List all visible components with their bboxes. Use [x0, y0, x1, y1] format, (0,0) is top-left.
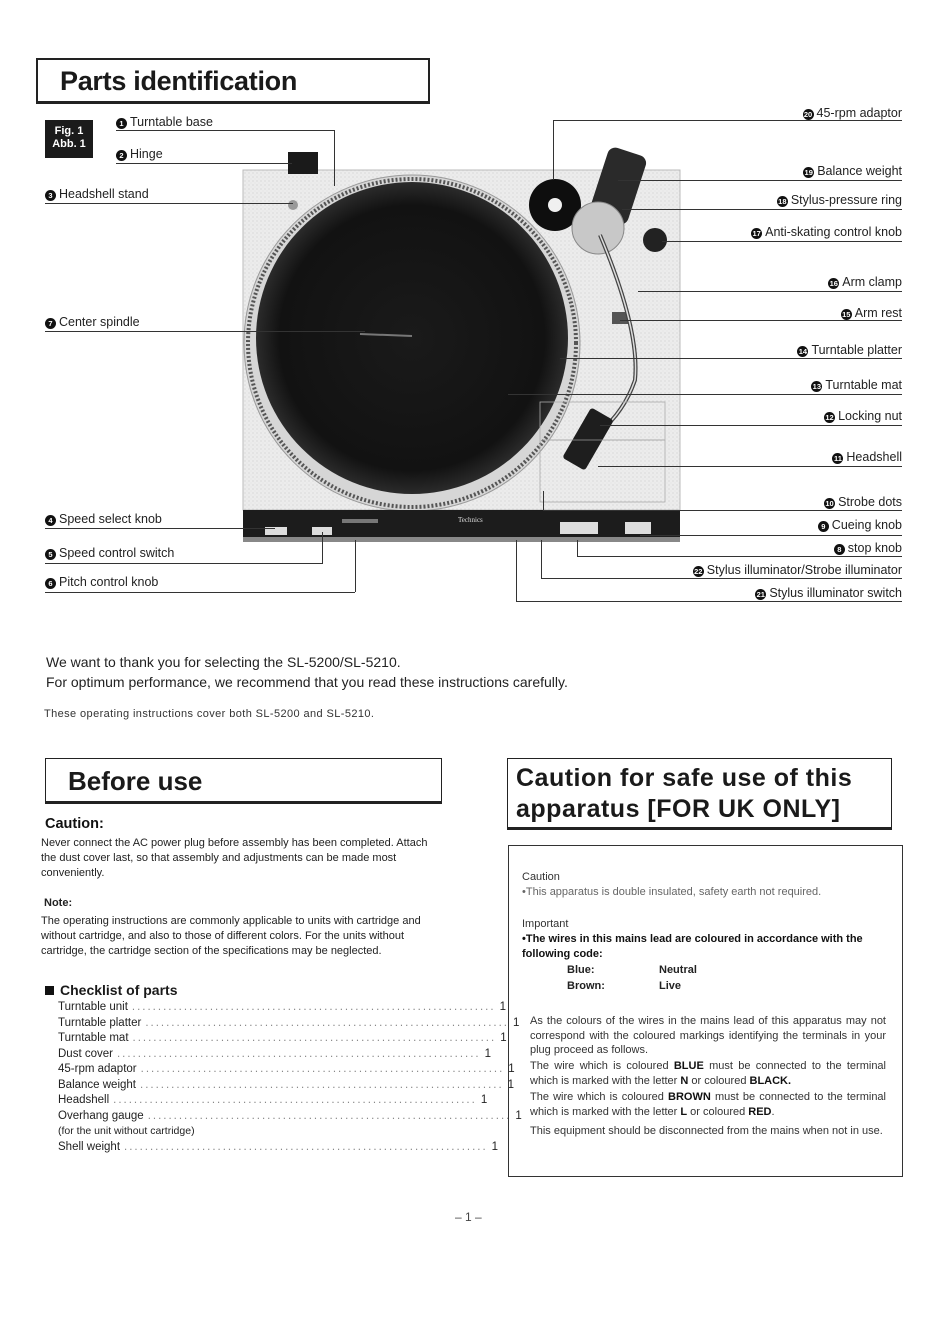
checklist-item: Turntable platter ...................................................................... 1 [58, 1016, 520, 1029]
figure-badge-de: Abb. 1 [52, 138, 86, 150]
turntable-illustration [0, 0, 950, 620]
callout-stylus-pressure-ring: 18 Stylus-pressure ring [778, 193, 902, 207]
checklist-item: (for the unit without cartridge) [58, 1125, 195, 1137]
callout-anti-skating-knob: 17 Anti-skating control knob [752, 225, 902, 239]
checklist-item: Turntable unit ...................................................................... 1 [58, 1001, 506, 1013]
callout-headshell: 11 Headshell [833, 450, 902, 464]
checklist-item: Headshell ...................................................................... 1 [58, 1094, 488, 1106]
uk-caution-text: •This apparatus is double insulated, safety earth not required. [522, 886, 822, 898]
callout-strobe-dots: 10 Strobe dots [825, 495, 902, 509]
brand-text: Technics [458, 516, 483, 524]
callout-stylus-illuminator-switch: 21 Stylus illuminator switch [756, 586, 902, 600]
callout-turntable-mat: 13 Turntable mat [812, 378, 902, 392]
checklist-item: 45-rpm adaptor ...................................................................... 1 [58, 1063, 515, 1075]
anti-skating-knob-shape [643, 228, 667, 252]
caution-heading: Caution: [45, 816, 104, 832]
callout-turntable-platter: 14 Turntable platter [798, 343, 902, 357]
callout-locking-nut: 12 Locking nut [825, 409, 902, 423]
callout-arm-rest: 15 Arm rest [842, 306, 902, 320]
callout-cueing-knob: 9 Cueing knob [818, 518, 902, 532]
note-heading: Note: [44, 897, 73, 909]
checklist-item: Turntable mat ...................................................................... 1 [58, 1032, 507, 1044]
callout-speed-select-knob: 4 Speed select knob [45, 512, 162, 526]
checklist-item: Overhang gauge ...................................................................... 1 [58, 1109, 522, 1122]
uk-code-neutral: Neutral [659, 964, 697, 976]
intro-line-1: We want to thank you for selecting the SL-5200/SL-5210. [46, 654, 401, 670]
uk-important-label: Important [522, 918, 569, 930]
uk-code-live: Live [659, 980, 682, 992]
checklist-heading: Checklist of parts [45, 982, 177, 998]
uk-caution-title-box [507, 758, 892, 830]
checklist-item: Dust cover ...................................................................... 1 [58, 1047, 492, 1060]
callout-headshell-stand: 3 Headshell stand [45, 187, 149, 201]
checklist-item: Balance weight ...................................................................... 1 [58, 1078, 515, 1091]
callout-balance-weight: 19 Balance weight [804, 164, 902, 178]
intro-note: These operating instructions cover both SL-5200 and SL-5210. [44, 708, 375, 720]
uk-code-brown: Brown: [567, 980, 605, 992]
callout-hinge: 2 Hinge [116, 147, 163, 161]
turntable-mat-shape [256, 182, 568, 494]
uk-para-blue: The wire which is coloured BLUE must be connected to the terminal which is marked with the letter N or coloured BLACK. [530, 1060, 886, 1087]
note-text: The operating instructions are commonly applicable to units with cartridge and without cartridge, and also to those of different colors. For the units without cartridge, the cartridge section of the specifications may be neglected. [41, 915, 421, 957]
intro-line-2: For optimum performance, we recommend that you read these instructions carefully. [46, 674, 568, 690]
callout-pitch-control-knob: 6 Pitch control knob [45, 575, 158, 589]
callout-45rpm-adaptor: 20 45-rpm adaptor [803, 106, 902, 120]
uk-caution-title-line-1: Caution for safe use of this [516, 764, 853, 792]
uk-code-blue: Blue: [567, 964, 595, 976]
callout-center-spindle: 7 Center spindle [45, 315, 140, 329]
callout-turntable-base: 1 Turntable base [116, 115, 213, 129]
front-panel [243, 510, 680, 538]
callout-arm-clamp: 16 Arm clamp [829, 275, 902, 289]
callout-stylus-illuminator: 22 Stylus illuminator/Strobe illuminator [694, 563, 902, 577]
uk-para-colours: As the colours of the wires in the mains lead of this apparatus may not correspond with the coloured markings identifying the terminals in your plug proceed as follows. [530, 1015, 886, 1056]
callout-speed-control-switch: 5 Speed control switch [45, 546, 174, 560]
checklist-item: Shell weight ...................................................................... 1 [58, 1140, 499, 1153]
checklist [58, 1000, 522, 1155]
hinge-shape [288, 152, 318, 174]
uk-para-brown: The wire which is coloured BROWN must be connected to the terminal which is marked with the letter L or coloured RED. [530, 1091, 886, 1118]
uk-important-text: •The wires in this mains lead are coloured in accordance with the following code: [522, 933, 863, 960]
before-use-title-box [45, 758, 442, 804]
uk-para-disconnect: This equipment should be disconnected from the mains when not in use. [530, 1125, 883, 1137]
uk-caution-title-line-2: apparatus [FOR UK ONLY] [516, 795, 841, 823]
before-use-title: Before use [68, 766, 203, 796]
uk-caution-label: Caution [522, 871, 560, 883]
parts-title: Parts identification [60, 66, 298, 96]
bullet-square-icon [45, 986, 54, 995]
page-number: – 1 – [455, 1210, 482, 1224]
callout-stop-knob: 8 stop knob [834, 541, 902, 555]
caution-text: Never connect the AC power plug before assembly has been completed. Attach the dust cover last, so that assembly and adjustments can be made most conveniently. [41, 837, 428, 879]
figure-badge-en: Fig. 1 [54, 125, 84, 137]
